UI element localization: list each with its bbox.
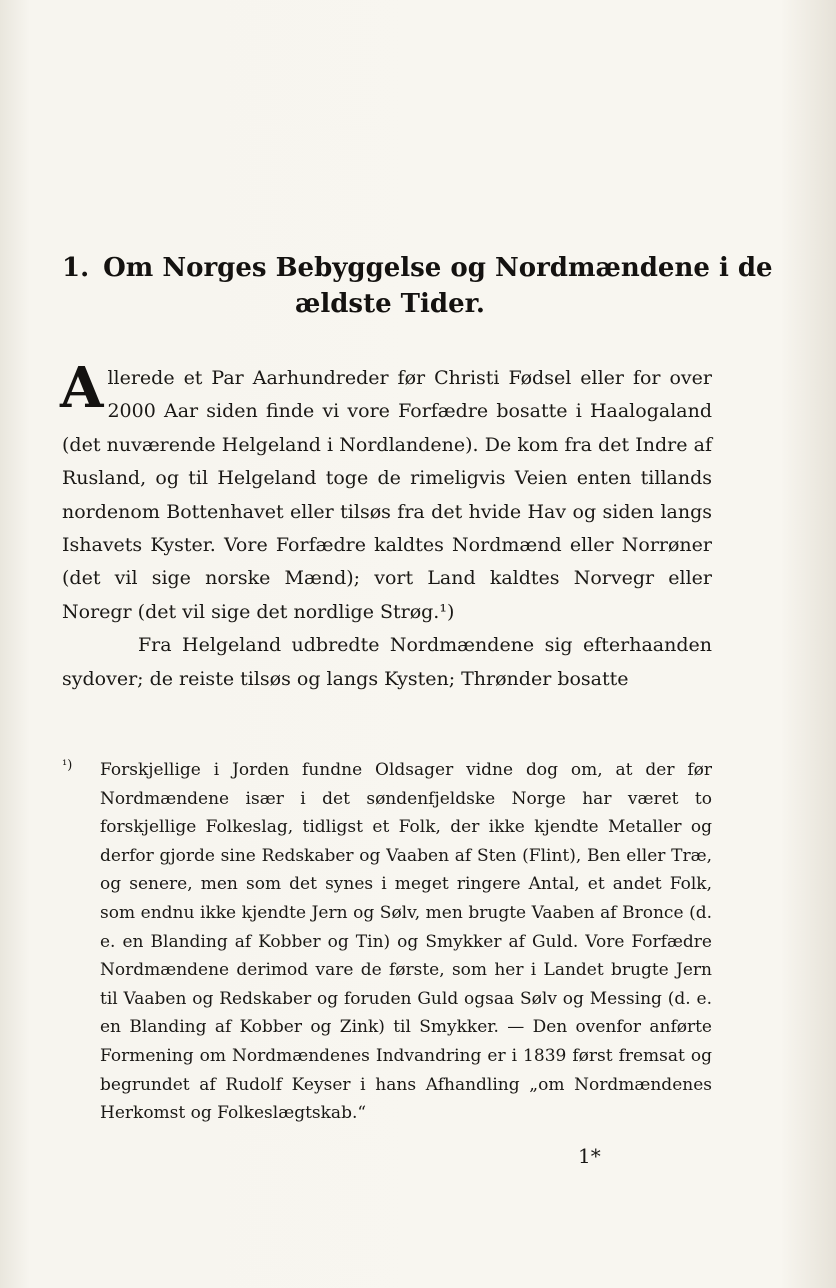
- footnote: [62, 756, 712, 1128]
- paragraph-1-text: llerede et Par Aarhundreder før Christi Fødsel eller for over 2000 Aar siden finde vi vore Forfædre bosatte i Haalogaland (det nuværende Helgeland i Nordlandene). De kom fra det Indre af Rusland, og til Helgeland toge de rimeligvis Veien enten tillands nordenom Bottenhavet eller tilsøs fra det hvide Hav og siden langs Ishavets Kyster. Vore Forfædre kaldtes Nordmænd eller Norrøner (det vil sige norske Mænd); vort Land kaldtes Norvegr eller Noregr (det vil sige det nordlige Strøg.¹): [62, 367, 712, 623]
- chapter-number: 1.: [62, 253, 90, 283]
- chapter-heading: [62, 250, 773, 322]
- chapter-title-part1: Om Norges Bebyggelse og Nordmændene i de: [103, 253, 773, 283]
- chapter-heading-line1: [62, 250, 773, 286]
- footnote-marker: ¹): [62, 758, 73, 773]
- paragraph-2: Fra Helgeland udbredte Nordmændene sig efterhaanden sydover; de reiste tilsøs og langs Kysten; Thrønder bosatte: [62, 634, 712, 690]
- drop-cap: A: [60, 355, 104, 421]
- body-text: [60, 355, 712, 696]
- page-number: 1*: [578, 1144, 601, 1168]
- paragraph-1: [60, 355, 712, 629]
- footnote-text: Forskjellige i Jorden fundne Oldsager vidne dog om, at der før Nordmændene især i det søndenfjeldske Norge har været to forskjellige Folkeslag, tidligst et Folk, der ikke kjendte Metaller og derfor gjorde sine Redskaber og Vaaben af Sten (Flint), Ben eller Træ, og senere, men som det synes i meget ringere Antal, et andet Folk, som endnu ikke kjendte Jern og Sølv, men brugte Vaaben af Bronce (d. e. en Blanding af Kobber og Tin) og Smykker af Guld. Vore Forfædre Nordmændene derimod vare de første, som her i Landet brugte Jern til Vaaben og Redskaber og foruden Guld ogsaa Sølv og Messing (d. e. en Blanding af Kobber og Zink) til Smykker. — Den ovenfor anførte Formening om Nordmændenes Indvandring er i 1839 først fremsat og begrundet af Rudolf Keyser i hans Afhandling „om Nordmændenes Herkomst og Folkeslægtskab.“: [100, 760, 712, 1124]
- chapter-title-part2: ældste Tider.: [295, 289, 485, 319]
